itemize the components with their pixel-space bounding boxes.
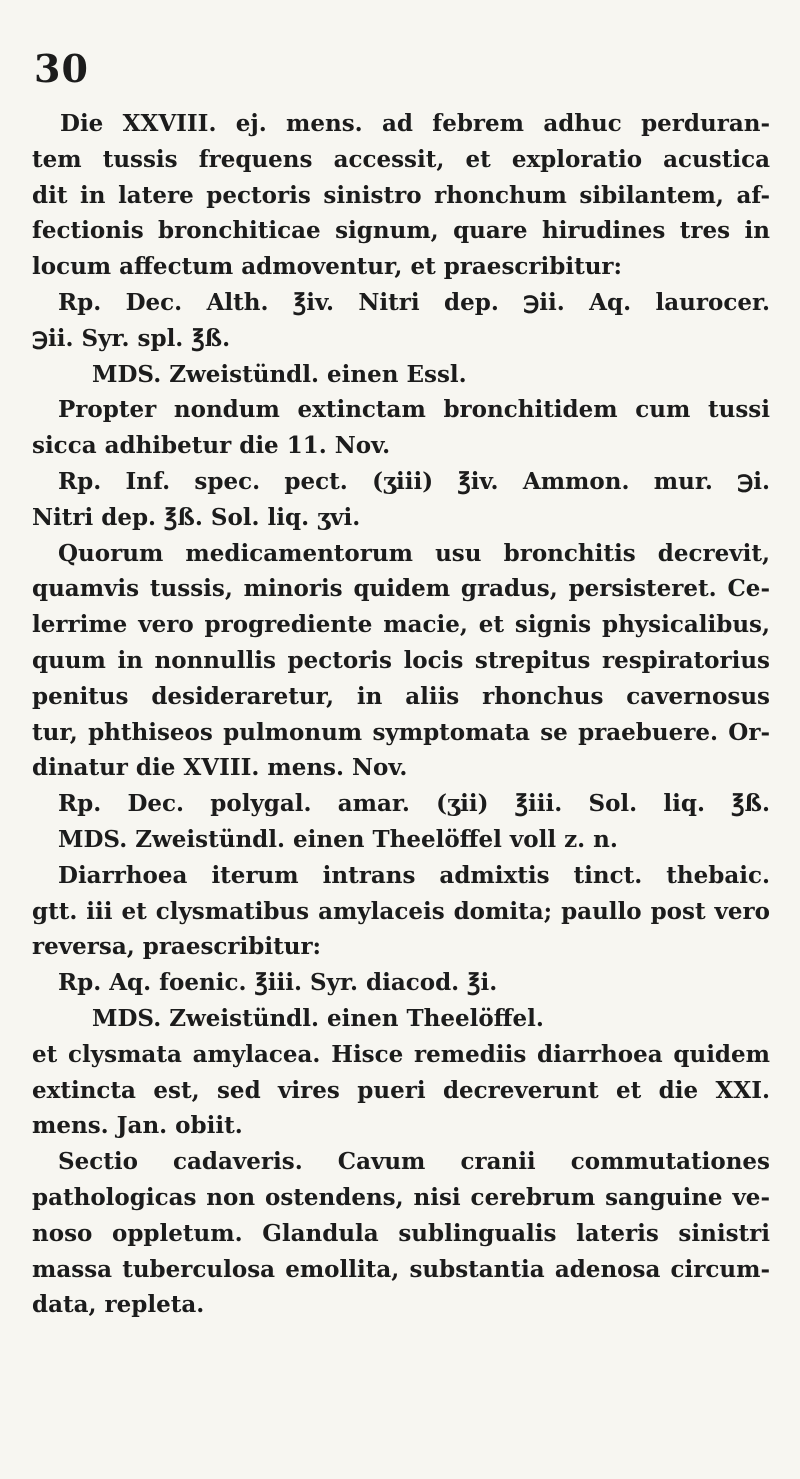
text-line: Die XXVIII. ej. mens. ad febrem adhuc perduran-	[60, 110, 770, 137]
text-line: et clysmata amylacea. Hisce remediis diarrhoea quidem	[32, 1040, 770, 1068]
text-line: pathologicas non ostendens, nisi cerebrum sanguine ve-	[32, 1183, 770, 1211]
text-line: sicca adhibetur die 11. Nov.	[32, 432, 391, 460]
text-line: lerrime vero progrediente macie, et signis physicalibus,	[32, 611, 770, 639]
text-line: MDS. Zweistündl. einen Theelöffel.	[92, 1004, 544, 1032]
text-line: noso oppletum. Glandula sublingualis lateris sinistri	[32, 1219, 770, 1247]
text-line: mens. Jan. obiit.	[32, 1112, 243, 1140]
text-line: MDS. Zweistündl. einen Theelöffel voll z. n.	[58, 825, 618, 853]
text-line: quamvis tussis, minoris quidem gradus, persisteret. Ce-	[32, 575, 770, 603]
text-line: Nitri dep. ℥ß. Sol. liq. ʒvi.	[32, 503, 361, 531]
text-line: Diarrhoea iterum intrans admixtis tinct. thebaic.	[58, 861, 770, 889]
text-line: Sectio cadaveris. Cavum cranii commutationes	[58, 1148, 770, 1176]
text-line: penitus desideraretur, in aliis rhonchus cavernosus	[32, 682, 770, 710]
body-text	[32, 106, 770, 1323]
text-line: Rp. Aq. foenic. ℥iii. Syr. diacod. ℥i.	[58, 969, 498, 997]
text-line: MDS. Zweistündl. einen Essl.	[92, 360, 467, 388]
text-line: dit in latere pectoris sinistro rhonchum sibilantem, af-	[32, 181, 770, 209]
text-line: massa tuberculosa emollita, substantia adenosa circum-	[32, 1255, 770, 1283]
text-line: Rp. Dec. Alth. ℥iv. Nitri dep. ℈ii. Aq. laurocer.	[58, 288, 770, 316]
text-line: data, repleta.	[32, 1291, 205, 1319]
text-line: quum in nonnullis pectoris locis strepitus respiratorius	[32, 646, 770, 674]
text-line: Rp. Dec. polygal. amar. (ʒii) ℥iii. Sol. liq. ℥ß.	[58, 790, 770, 818]
text-line: extincta est, sed vires pueri decreverunt et die XXI.	[32, 1076, 770, 1104]
text-line: dinatur die XVIII. mens. Nov.	[32, 754, 408, 782]
page-number: 30	[34, 46, 89, 91]
text-line: reversa, praescribitur:	[32, 933, 322, 961]
text-line: gtt. iii et clysmatibus amylaceis domita; paullo post vero	[32, 897, 770, 925]
text-line: Quorum medicamentorum usu bronchitis decrevit,	[58, 539, 770, 567]
text-line: locum affectum admoventur, et praescribitur:	[32, 253, 623, 281]
text-line: fectionis bronchiticae signum, quare hirudines tres in	[32, 217, 770, 245]
text-line: ℈ii. Syr. spl. ℥ß.	[32, 324, 231, 352]
text-line: tur, phthiseos pulmonum symptomata se praebuere. Or-	[32, 718, 770, 746]
text-line: Propter nondum extinctam bronchitidem cum tussi	[58, 396, 770, 424]
text-line: tem tussis frequens accessit, et exploratio acustica	[32, 145, 770, 173]
text-line: Rp. Inf. spec. pect. (ʒiii) ℥iv. Ammon. mur. ℈i.	[58, 467, 770, 495]
